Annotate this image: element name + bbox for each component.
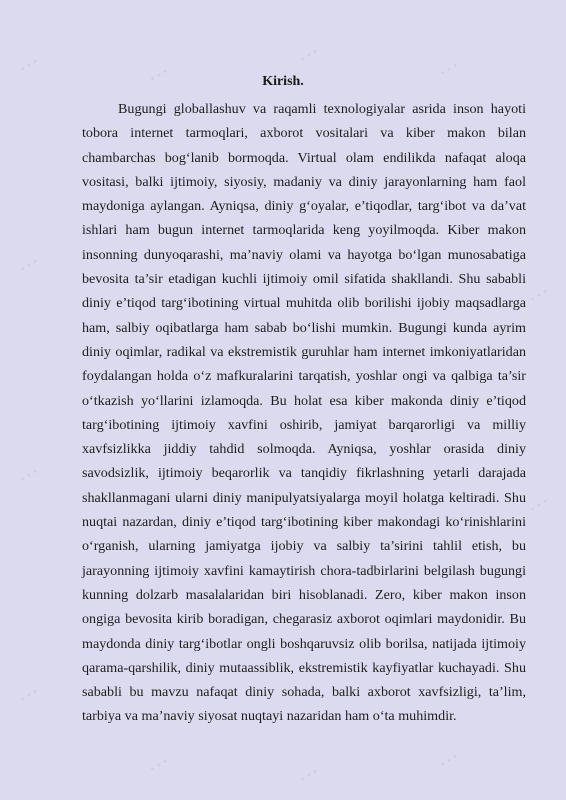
- section-title: Kirish.: [262, 74, 304, 89]
- watermark-pattern: ▪ ▪ ▪ ▪ ▪ ▪ ▪ ▪ ▪ ▪ ▪ ▪ ▪ ▪ ▪ ▪ ▪ ▪ ▪ ▪ ▪ ▪ ▪ ▪ ▪ ▪ ▪ ▪ ▪ ▪ ▪ ▪ ▪ ▪ ▪ ▪: [18, 46, 551, 785]
- intro-paragraph: Bugungi globallashuv va raqamli texnologiyalar asrida inson hayoti tobora internet tarmoqlari, axborot vositalari va kiber makon bilan chambarchas bog‘lanib bormoqda. Virtual olam endilikda nafaqat aloqa vositasi, balki ijtimoiy, siyosiy, madaniy va diniy jarayonlarning ham faol maydoniga aylangan. Ayniqsa, diniy g‘oyalar, e’tiqodlar, targ‘ibot va da’vat ishlari ham bugun internet tarmoqlarida keng yoyilmoqda. Kiber makon insonning dunyoqarashi, ma’naviy olami va hayotga bo‘lgan munosabatiga bevosita ta’sir etadigan kuchli ijtimoiy omil sifatida shakllandi. Shu sababli diniy e’tiqod targ‘ibotining virtual muhitda olib borilishi ijobiy maqsadlarga ham, salbiy oqibatlarga ham sabab bo‘lishi mumkin. Bugungi kunda ayrim diniy oqimlar, radikal va ekstremistik guruhlar ham internet imkoniyatlaridan foydalangan holda o‘z mafkuralarini tarqatish, yoshlar ongi va qalbiga ta’sir o‘tkazish yo‘llarini izlamoqda. Bu holat esa kiber makonda diniy e’tiqod targ‘ibotining ijtimoiy xavfini oshirib, jamiyat barqarorligi va milliy xavfsizlikka jiddiy tahdid solmoqda. Ayniqsa, yoshlar orasida diniy savodsizlik, ijtimoiy beqarorlik va tanqidiy fikrlashning yetarli darajada shakllanmagani ularni diniy manipulyatsiyalarga moyil holatga keltiradi. Shu nuqtai nazardan, diniy e’tiqod targ‘ibotining kiber makondagi ko‘rinishlarini o‘rganish, ularning jamiyatga ijobiy va salbiy ta’sirini tahlil etish, bu jarayonning ijtimoiy xavfini kamaytirish chora-tadbirlarini belgilash bugungi kunning dolzarb masalalaridan biri hisoblanadi. Zero, kiber makon inson ongiga bevosita kirib boradigan, chegarasiz axborot oqimlari maydonidir. Bu maydonda diniy targ‘ibotlar ongli boshqaruvsiz olib borilsa, natijada ijtimoiy qarama-qarshilik, diniy mutaassiblik, ekstremistik kayfiyatlar kuchayadi. Shu sababli bu mavzu nafaqat diniy sohada, balki axborot xavfsizligi, ta’lim, tarbiya va ma’naviy siyosat nuqtayi nazaridan ham o‘ta muhimdir.: [82, 101, 526, 725]
